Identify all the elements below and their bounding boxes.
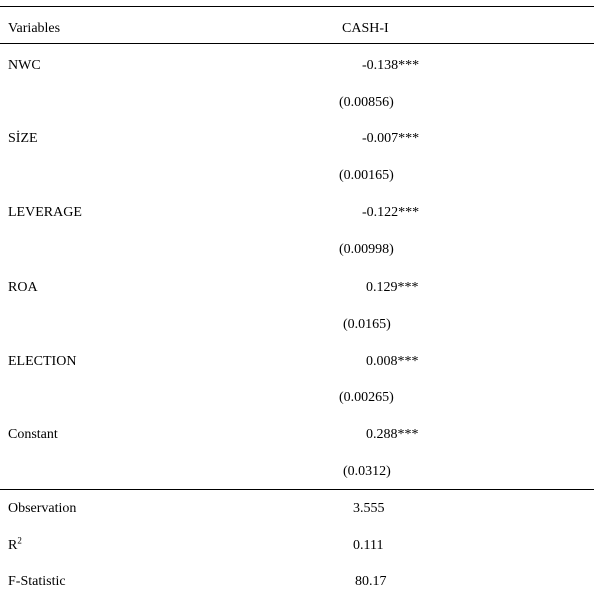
header-variables: Variables xyxy=(8,21,61,36)
row-label-leverage: LEVERAGE xyxy=(8,205,82,220)
coef-size: -0.007*** xyxy=(362,131,420,146)
stat-label-observation: Observation xyxy=(8,501,77,516)
se-election: (0.00265) xyxy=(339,390,394,405)
header-cash-i: CASH-I xyxy=(342,21,389,36)
stats-rule xyxy=(0,489,594,490)
r-squared-superscript: 2 xyxy=(17,535,22,546)
row-label-election: ELECTION xyxy=(8,354,77,369)
se-size: (0.00165) xyxy=(339,168,394,183)
coef-constant: 0.288*** xyxy=(366,427,419,442)
header-rule xyxy=(0,43,594,44)
stat-label-r-squared xyxy=(8,535,22,554)
row-label-size: SİZE xyxy=(8,131,38,146)
se-leverage: (0.00998) xyxy=(339,242,394,257)
top-rule xyxy=(0,6,594,7)
coef-election: 0.008*** xyxy=(366,354,419,369)
stat-label-f-statistic: F-Statistic xyxy=(8,574,66,589)
row-label-nwc: NWC xyxy=(8,58,41,73)
se-roa: (0.0165) xyxy=(343,317,391,332)
row-label-roa: ROA xyxy=(8,280,38,295)
se-nwc: (0.00856) xyxy=(339,95,394,110)
coef-leverage: -0.122*** xyxy=(362,205,420,220)
r-squared-base: R xyxy=(8,538,18,553)
stat-value-r-squared: 0.111 xyxy=(353,538,384,553)
row-label-constant: Constant xyxy=(8,427,58,442)
stat-value-observation: 3.555 xyxy=(353,501,385,516)
se-constant: (0.0312) xyxy=(343,464,391,479)
stat-value-f-statistic: 80.17 xyxy=(355,574,387,589)
coef-roa: 0.129*** xyxy=(366,280,419,295)
coef-nwc: -0.138*** xyxy=(362,58,420,73)
